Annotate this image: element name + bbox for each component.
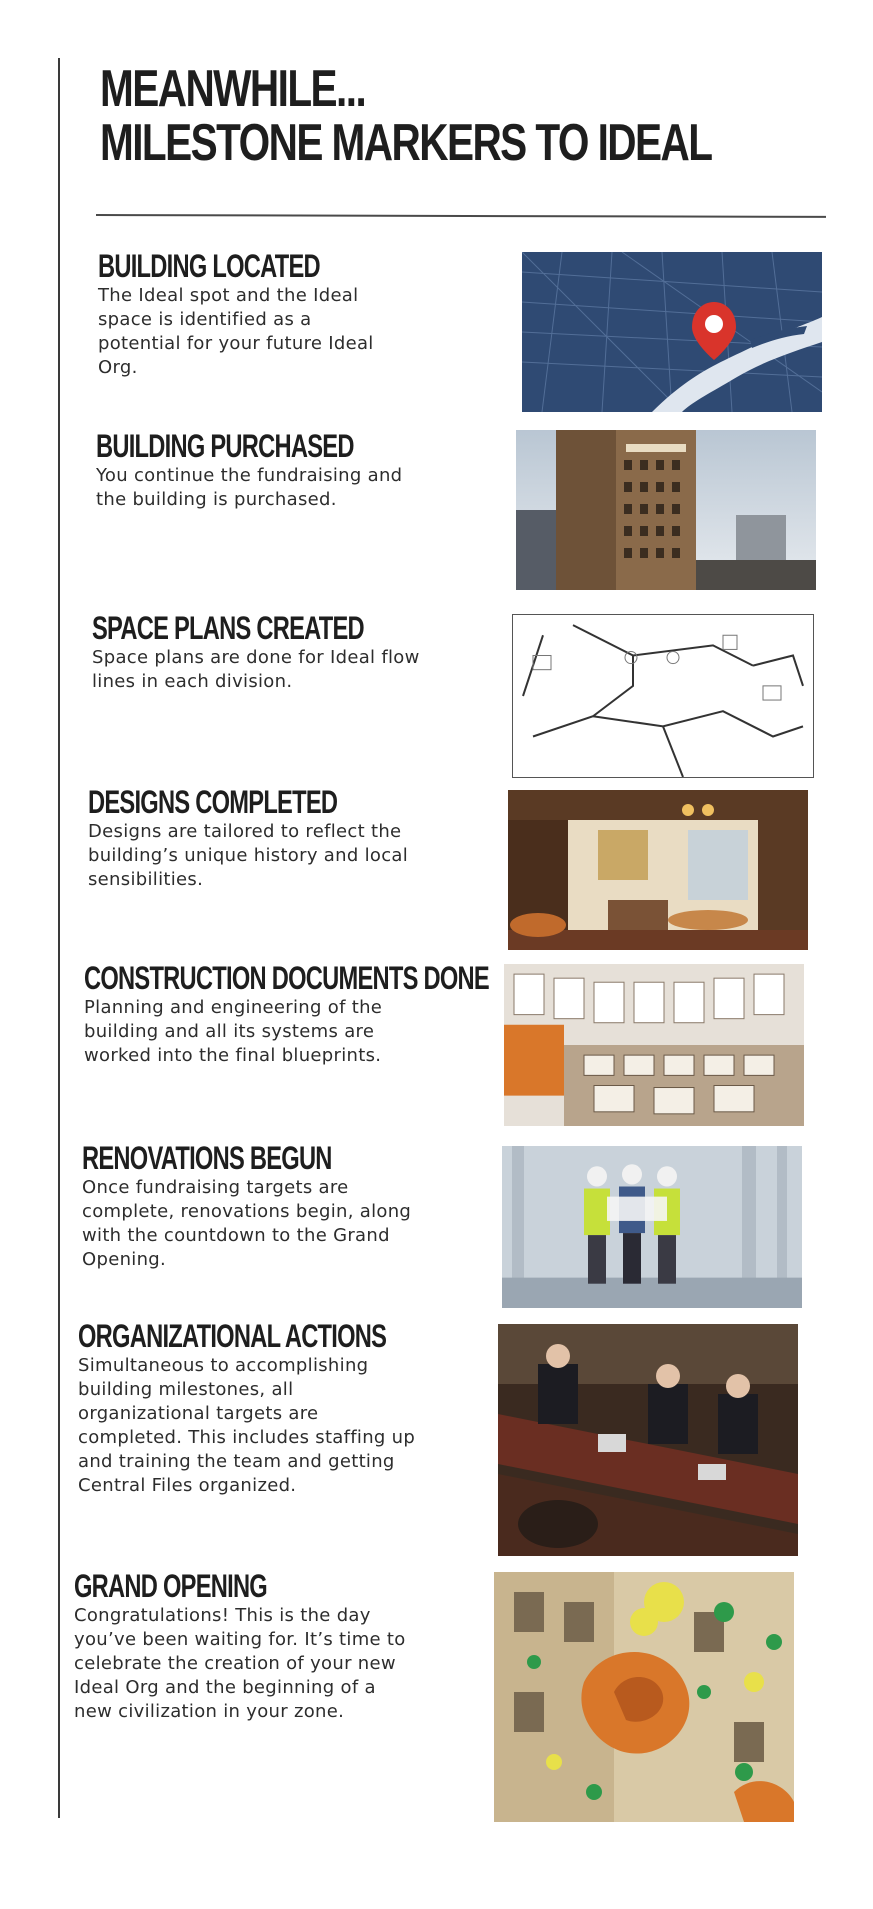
- staff-desks-icon: [498, 1324, 798, 1556]
- milestone-description: Planning and engineering of the building and all its systems are worked into the final blueprints.: [84, 997, 383, 1066]
- milestone-title: ORGANIZATIONAL ACTIONS: [78, 1318, 387, 1354]
- milestone-description: Designs are tailored to reflect the building’s unique history and local sensibilities.: [88, 821, 409, 890]
- milestone-description: The Ideal spot and the Ideal space is identified as a potential for your future Ideal Org.: [98, 285, 374, 378]
- balloons-celebration-image: [494, 1572, 794, 1822]
- interior-design-image: [508, 790, 808, 950]
- floor-plan-image: [512, 614, 814, 778]
- milestone-title: SPACE PLANS CREATED: [92, 610, 364, 646]
- milestone-description: Space plans are done for Ideal flow lines in each division.: [92, 647, 420, 692]
- balloons-icon: [494, 1572, 794, 1822]
- milestone-description: Congratulations! This is the day you’ve been waiting for. It’s time to celebrate the creation of your new Ideal Org and the beginning of a new civilization in your zone.: [74, 1605, 406, 1722]
- design-boards-image: [504, 964, 804, 1126]
- milestone-description: Simultaneous to accomplishing building milestones, all organizational targets are completed. This includes staffing up and training the team and getting Central Files organized.: [78, 1355, 416, 1496]
- milestone-description: Once fundraising targets are complete, renovations begin, along with the countdown to the Grand Opening.: [82, 1177, 412, 1270]
- page-title: [100, 62, 711, 170]
- building-icon: [516, 430, 816, 590]
- left-margin-rule: [58, 58, 60, 1818]
- map-image: [522, 252, 822, 412]
- milestone-title: RENOVATIONS BEGUN: [82, 1140, 332, 1176]
- map-location-icon: [522, 252, 822, 412]
- building-image: [516, 430, 816, 590]
- milestone-title: DESIGNS COMPLETED: [88, 784, 338, 820]
- milestone-title: CONSTRUCTION DOCUMENTS DONE: [84, 960, 489, 996]
- milestone-title: BUILDING PURCHASED: [96, 428, 354, 464]
- title-line-2: MILESTONE MARKERS TO IDEAL: [100, 114, 712, 172]
- milestone-title: GRAND OPENING: [74, 1568, 267, 1604]
- construction-workers-icon: [502, 1146, 802, 1308]
- floor-plan-icon: [513, 615, 813, 777]
- milestone-title: BUILDING LOCATED: [98, 248, 320, 284]
- title-line-1: MEANWHILE...: [100, 60, 366, 118]
- interior-icon: [508, 790, 808, 950]
- design-boards-icon: [504, 964, 804, 1126]
- title-divider: [96, 214, 826, 218]
- milestone-description: You continue the fundraising and the building is purchased.: [96, 465, 403, 510]
- construction-workers-image: [502, 1146, 802, 1308]
- staff-at-desks-image: [498, 1324, 798, 1556]
